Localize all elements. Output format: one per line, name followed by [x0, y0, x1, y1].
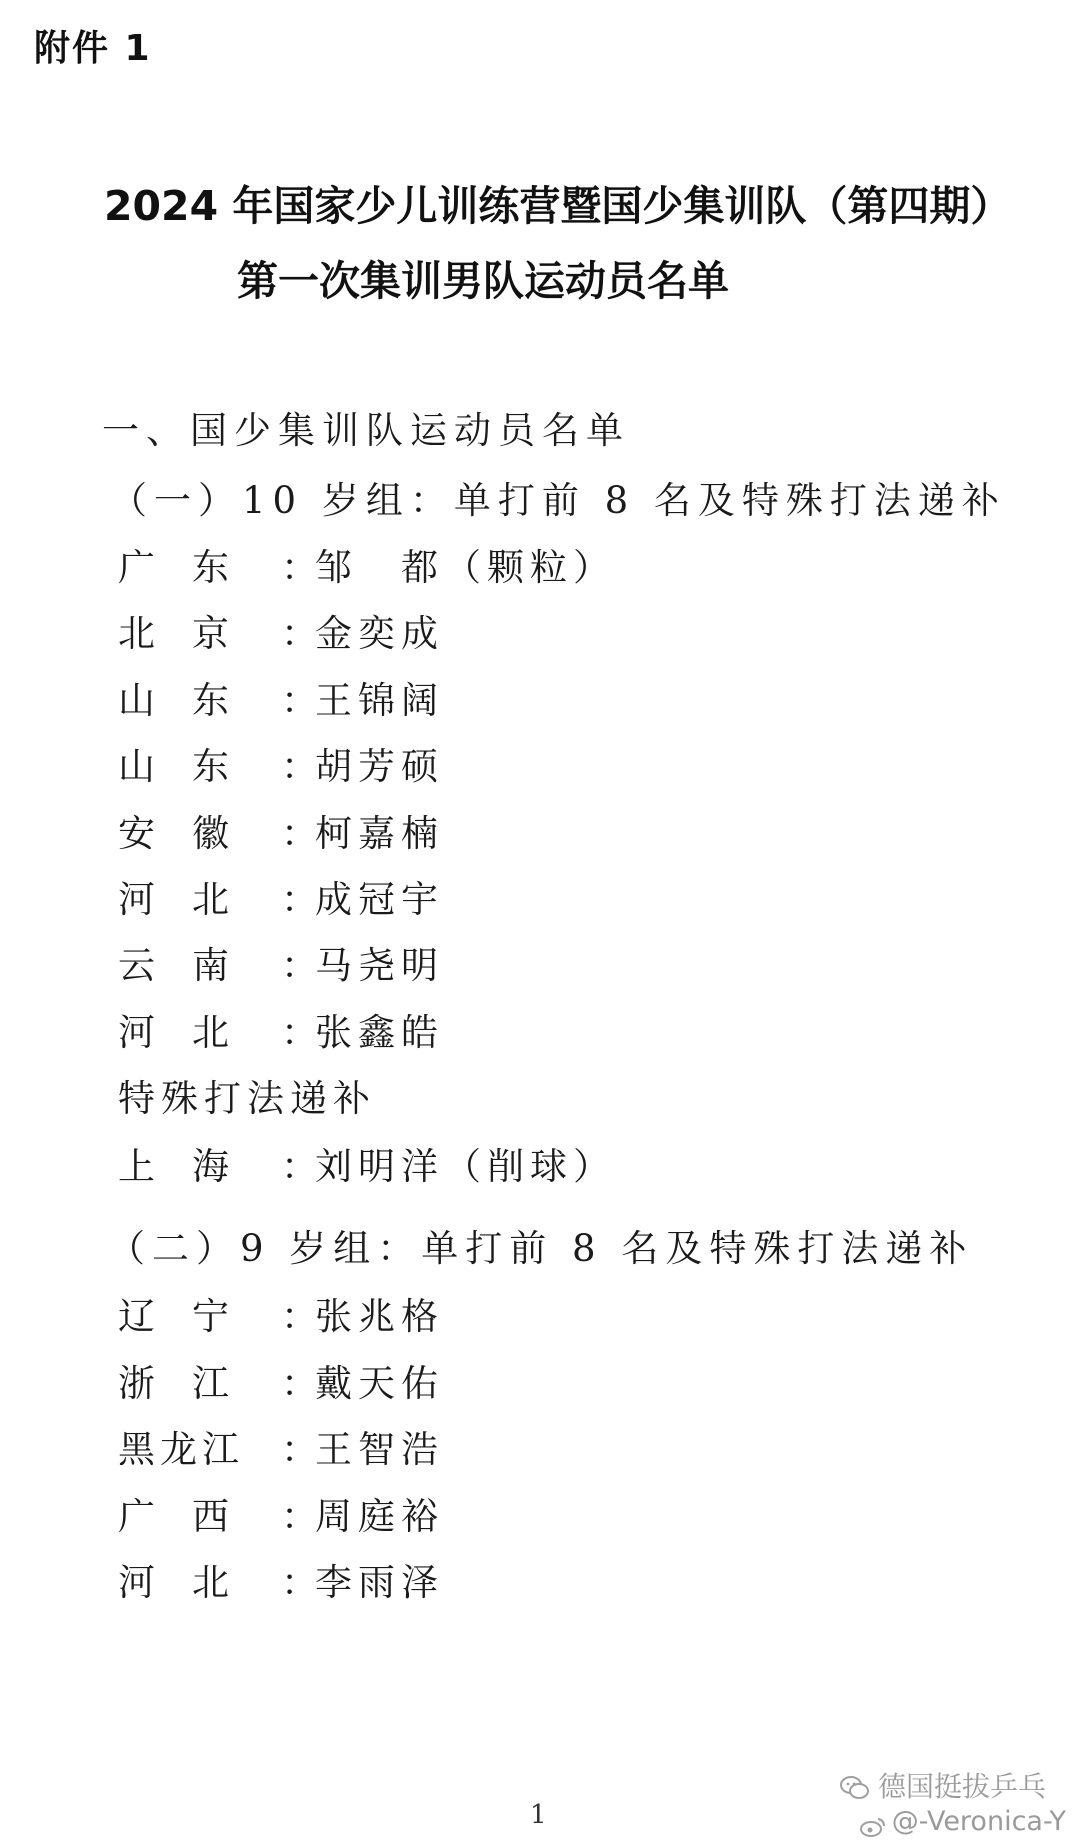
athlete-name: 李雨泽	[315, 1561, 444, 1605]
group2-heading: （二）9 岁组：单打前 8 名及特殊打法递补	[108, 1227, 974, 1270]
athlete-name: 王智浩	[315, 1428, 444, 1472]
roster-entry	[118, 1552, 444, 1606]
province-label: 浙江	[118, 1361, 266, 1405]
colon-separator: ：	[281, 1010, 323, 1054]
athlete-name: 马尧明	[315, 944, 444, 988]
colon-separator: ：	[281, 612, 323, 656]
athlete-name: 金奕成	[315, 612, 444, 656]
province-label: 广西	[118, 1494, 266, 1538]
colon-separator: ：	[281, 1428, 323, 1472]
colon-separator: ：	[281, 944, 323, 988]
colon-separator: ：	[281, 1295, 323, 1338]
athlete-name: 张鑫皓	[315, 1010, 444, 1054]
roster-entry	[118, 537, 616, 591]
colon-separator: ：	[281, 1561, 323, 1605]
athlete-name: 王锦阔	[315, 678, 444, 722]
roster-entry	[118, 736, 444, 790]
roster-entry	[118, 1002, 444, 1056]
province-label: 黑龙江	[118, 1428, 244, 1472]
province-label: 山东	[118, 678, 266, 722]
province-label: 山东	[118, 745, 266, 789]
colon-separator: ：	[281, 811, 323, 855]
document-title-line2: 第一次集训男队运动员名单	[237, 257, 729, 305]
athlete-name: 戴天佑	[315, 1361, 444, 1405]
colon-separator: ：	[281, 1145, 323, 1188]
province-label: 云南	[118, 944, 266, 988]
watermark-line1: 德国挺拔乒乓	[877, 1770, 1046, 1803]
roster-entry	[118, 935, 444, 989]
colon-separator: ：	[281, 1494, 323, 1538]
watermark-user	[860, 1806, 1066, 1837]
roster-entry	[118, 1286, 444, 1340]
roster-entry	[118, 1136, 616, 1190]
colon-separator: ：	[281, 678, 323, 722]
roster-entry	[118, 603, 444, 657]
athlete-name: 柯嘉楠	[315, 811, 444, 855]
roster-entry	[118, 803, 444, 857]
colon-separator: ：	[281, 745, 323, 789]
province-label: 安徽	[118, 811, 266, 855]
document-title-line1: 2024 年国家少儿训练营暨国少集训队（第四期）	[104, 182, 1012, 230]
roster-entry	[118, 1486, 444, 1540]
weibo-icon	[860, 1813, 886, 1833]
athlete-name: 邹 都（颗粒）	[315, 546, 616, 589]
special-play-heading: 特殊打法递补	[118, 1077, 376, 1120]
section-heading: 一、国少集训队运动员名单	[102, 409, 630, 452]
page-number: 1	[530, 1800, 547, 1830]
province-label: 河北	[118, 1010, 266, 1054]
province-label: 河北	[118, 878, 266, 921]
watermark-account	[840, 1765, 1046, 1805]
athlete-name: 张兆格	[315, 1295, 444, 1338]
province-label: 河北	[118, 1561, 266, 1605]
athlete-name: 周庭裕	[315, 1494, 444, 1538]
attachment-label: 附件 1	[34, 28, 152, 69]
roster-entry	[118, 1353, 444, 1407]
colon-separator: ：	[281, 878, 323, 921]
province-label: 北京	[118, 612, 266, 656]
athlete-name: 刘明洋（削球）	[315, 1145, 616, 1188]
wechat-icon	[840, 1775, 870, 1801]
colon-separator: ：	[281, 546, 323, 589]
province-label: 上海	[118, 1145, 266, 1188]
athlete-name: 成冠宇	[315, 878, 444, 921]
province-label: 辽宁	[118, 1295, 266, 1338]
roster-entry	[118, 1419, 444, 1473]
roster-entry	[118, 869, 444, 923]
group1-heading: （一）10 岁组：单打前 8 名及特殊打法递补	[110, 479, 1006, 522]
province-label: 广东	[118, 546, 266, 589]
colon-separator: ：	[281, 1361, 323, 1405]
watermark-line2: @-Veronica-Y	[891, 1806, 1066, 1837]
roster-entry	[118, 670, 444, 724]
athlete-name: 胡芳硕	[315, 745, 444, 789]
